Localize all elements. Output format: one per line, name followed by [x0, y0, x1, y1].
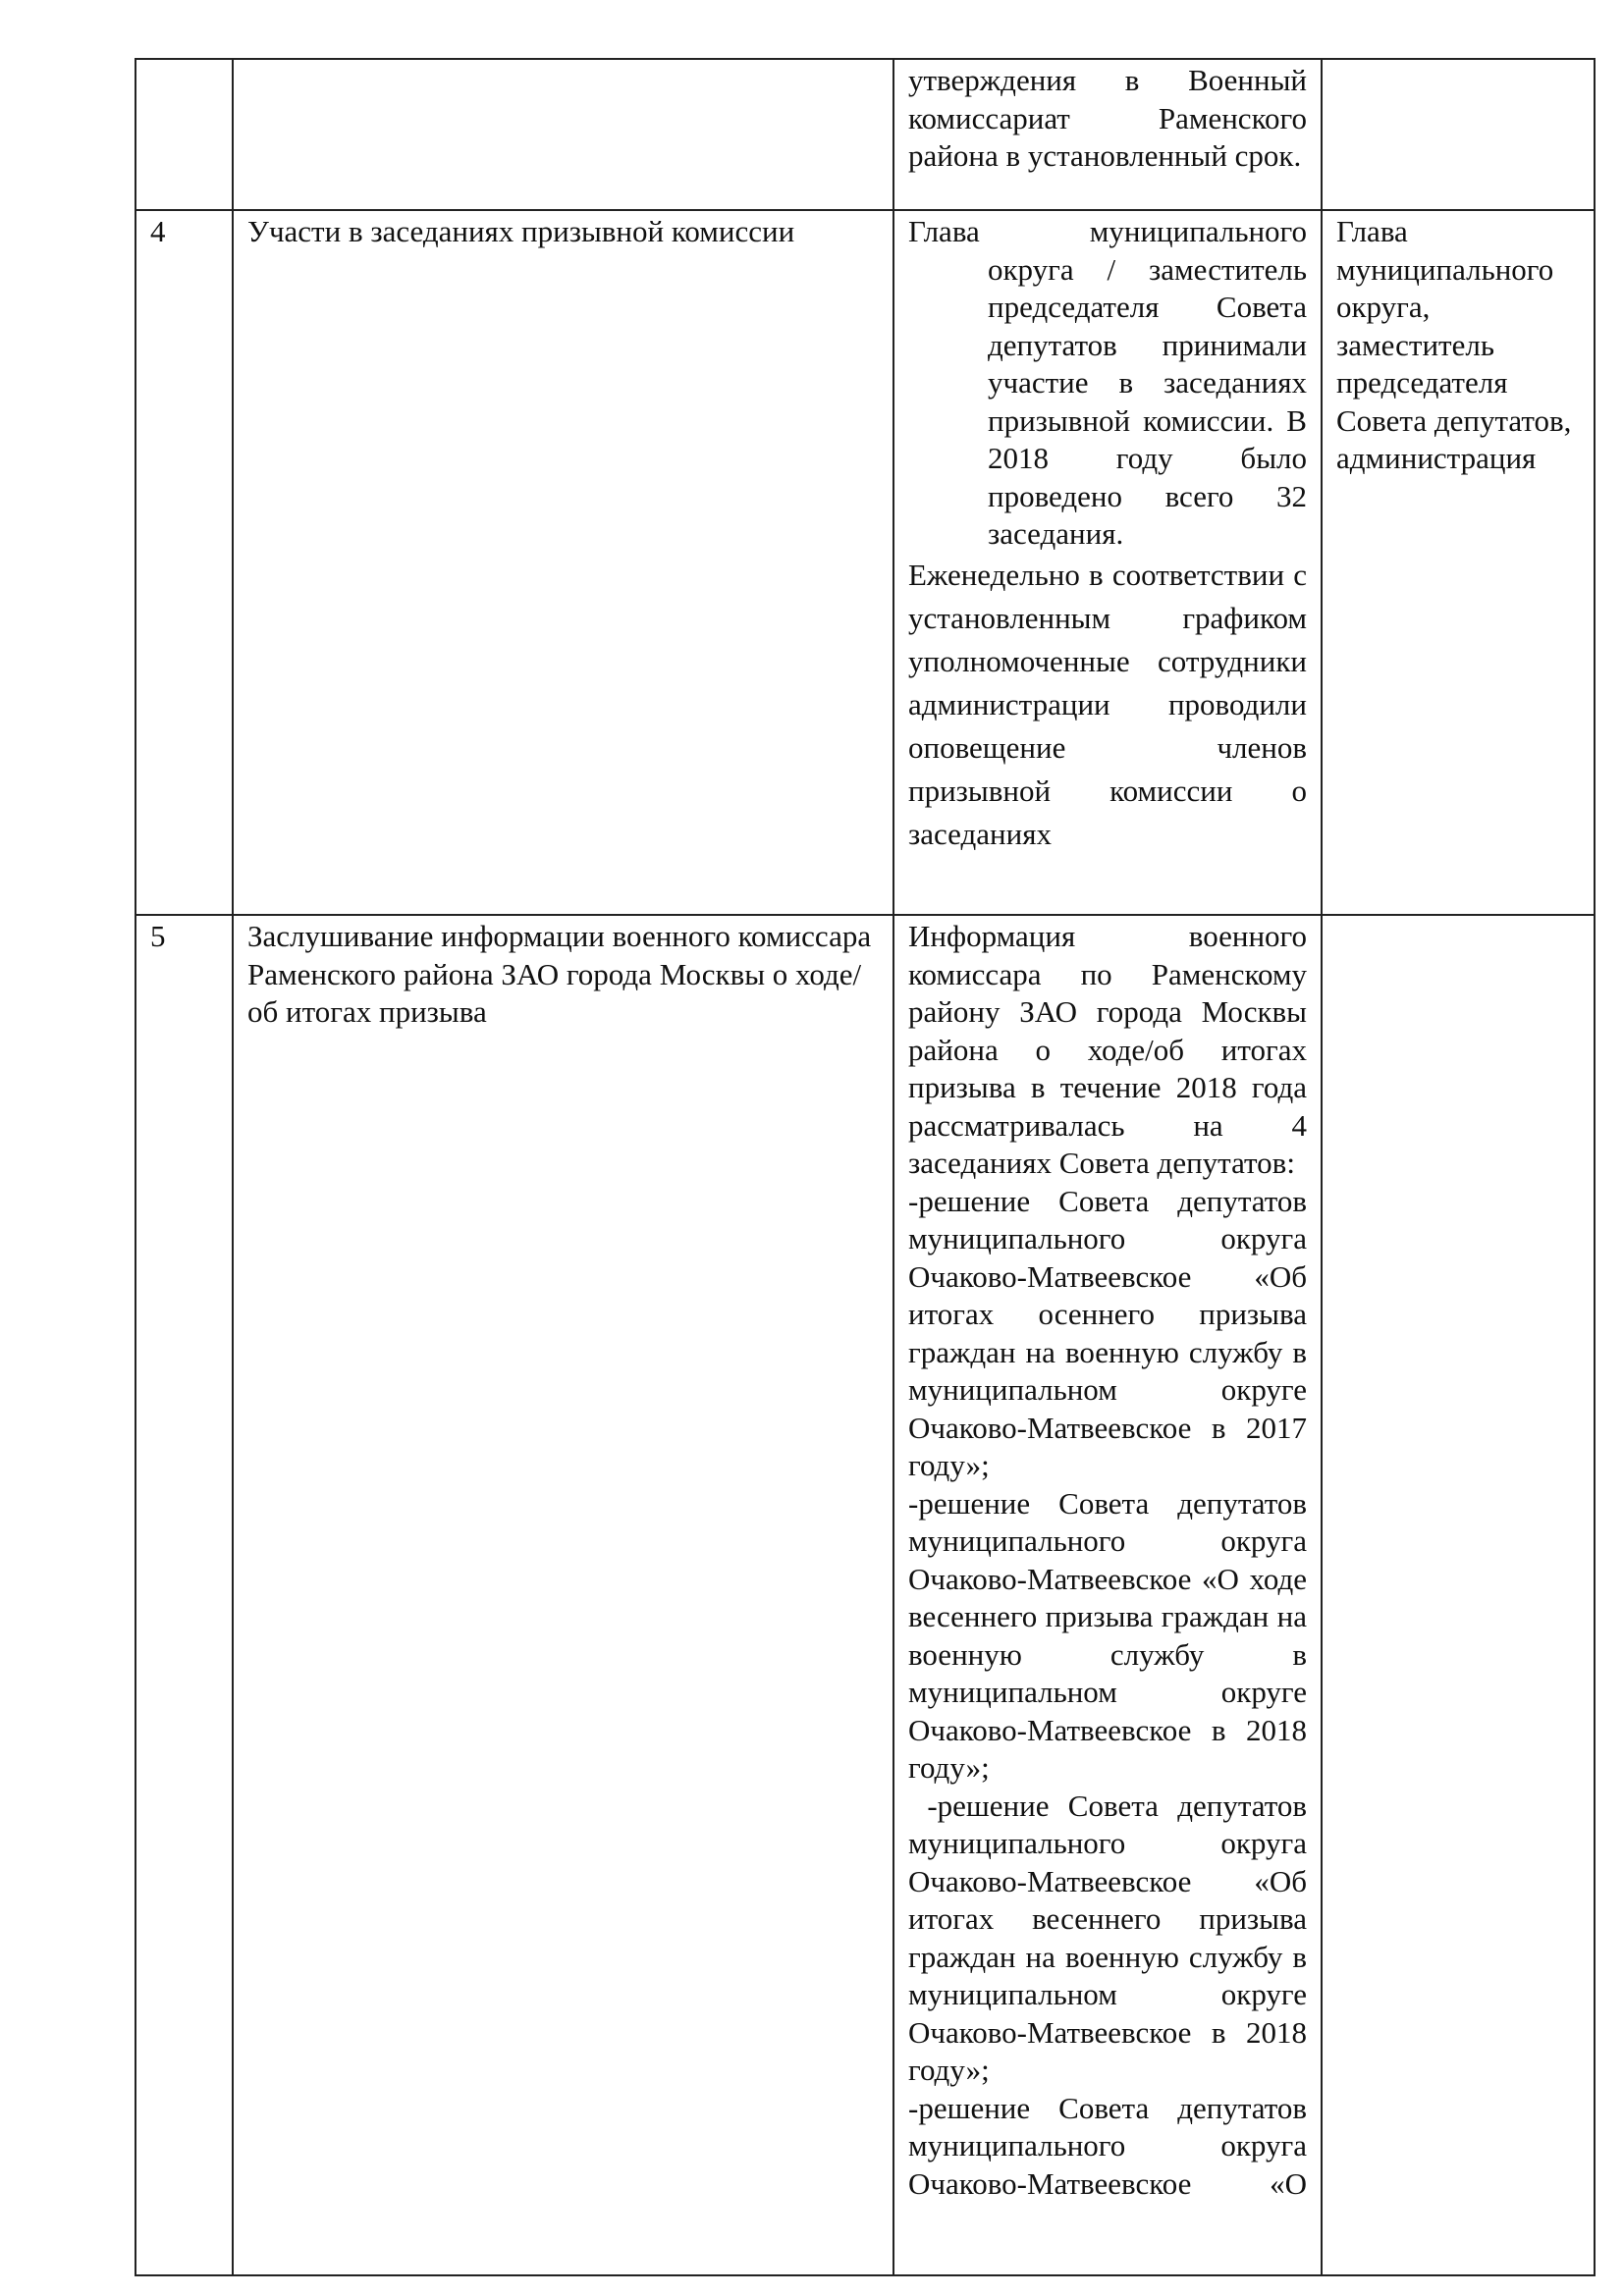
- measure-cell: [233, 59, 893, 210]
- result-lead-line: Глава муниципального: [908, 214, 1307, 248]
- result-paragraph: -решение Совета депутатов муниципального округа Очаково-Матвеевское «Об итогах осеннего призыва граждан на военную службу в муниципальном округе Очаково-Матвеевское в 2017 году»;: [908, 1183, 1307, 1482]
- result-paragraph: Информация военного комиссара по Раменскому району ЗАО города Москвы района о ходе/об итогах призыва в течение 2018 года рассматривалась на 4 заседаниях Совета депутатов:: [908, 919, 1307, 1180]
- result-paragraph: Еженедельно в соответствии с установленным графиком уполномоченные сотрудники администрации проводили оповещение членов призывной комиссии о заседаниях: [908, 557, 1307, 851]
- result-paragraph: утверждения в Военный комиссариат Раменского района в установленный срок.: [908, 63, 1307, 173]
- measure-cell: Участи в заседаниях призывной комиссии: [233, 210, 893, 915]
- result-paragraph: округа / заместитель председателя Совета депутатов принимали участие в заседаниях призывной комиссии. В 2018 году было проведено всего 32 заседания.: [988, 251, 1307, 551]
- row-number-cell: 4: [135, 210, 233, 915]
- table-row: [135, 210, 1595, 915]
- result-paragraph: -решение Совета депутатов муниципального округа Очаково-Матвеевское «О ходе весеннего призыва граждан на военную службу в муниципальном округе Очаково-Матвеевское в 2018 году»;: [908, 1485, 1307, 1785]
- result-paragraph: -решение Совета депутатов муниципального округа Очаково-Матвеевское «Об итогах весеннего призыва граждан на военную службу в муниципальном округе Очаково-Матвеевское в 2018 году»;: [908, 1788, 1315, 2087]
- result-cell: [893, 210, 1322, 915]
- measure-cell: Заслушивание информации военного комиссара Раменского района ЗАО города Москвы о ходе/об итогах призыва: [233, 915, 893, 2275]
- report-table: [135, 58, 1596, 2276]
- row-number-cell: [135, 59, 233, 210]
- table-row: [135, 915, 1595, 2275]
- responsible-cell: [1322, 59, 1595, 210]
- responsible-cell: Глава муниципального округа, заместитель председателя Совета депутатов, администрация: [1322, 210, 1595, 915]
- result-cell: [893, 915, 1322, 2275]
- result-paragraph: -решение Совета депутатов муниципального округа Очаково-Матвеевское «О: [908, 2090, 1307, 2201]
- responsible-cell: [1322, 915, 1595, 2275]
- table-row: [135, 59, 1595, 210]
- row-number-cell: 5: [135, 915, 233, 2275]
- result-cell: [893, 59, 1322, 210]
